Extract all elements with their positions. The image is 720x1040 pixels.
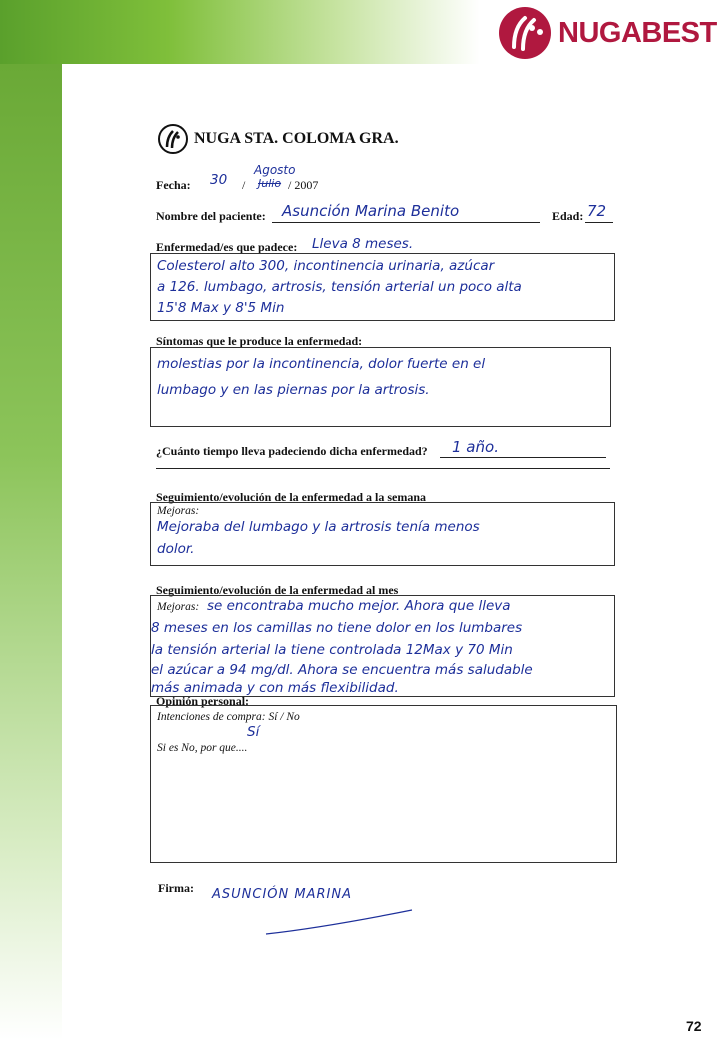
page-number: 72 [686, 1018, 702, 1034]
sintomas-line-1: molestias por la incontinencia, dolor fuerte en el [157, 356, 486, 372]
mes-line-5: más animada y con más flexibilidad. [151, 680, 399, 696]
enfermedad-line-3: 15'8 Max y 8'5 Min [157, 300, 285, 316]
enfermedad-duration: Lleva 8 meses. [312, 236, 414, 252]
tiempo-extra-line [156, 468, 610, 469]
opinion-label: Opinión personal: [156, 694, 250, 708]
edad-underline [585, 222, 613, 223]
enfermedad-label: Enfermedad/es que padece: [156, 240, 298, 254]
semana-line-1: Mejoraba del lumbago y la artrosis tenía menos [157, 519, 480, 535]
nombre-value: Asunción Marina Benito [282, 202, 460, 220]
nugabest-brand [498, 6, 717, 60]
nombre-underline [272, 222, 540, 223]
opinion-box [150, 705, 617, 863]
enfermedad-box [150, 253, 615, 321]
green-header-band [0, 0, 480, 64]
fecha-month-struck: Julio [258, 177, 282, 190]
form-logo-text: NUGA STA. COLOMA GRA. [194, 130, 399, 147]
mes-box [150, 595, 615, 697]
edad-label: Edad: [552, 209, 584, 223]
fecha-year: / 2007 [288, 178, 319, 192]
enfermedad-line-1: Colesterol alto 300, incontinencia urinaria, azúcar [157, 258, 495, 274]
mes-mejoras-label: Mejoras: [157, 601, 200, 613]
signature-flourish [262, 900, 422, 940]
nuga-logo-icon [158, 124, 188, 154]
firma-value: ASUNCIÓN MARINA [212, 887, 352, 902]
fecha-month: Agosto [254, 163, 296, 177]
green-side-band [0, 64, 62, 1040]
fecha-sep: / [242, 178, 246, 192]
fecha-label: Fecha: [156, 178, 191, 192]
semana-mejoras-label: Mejoras: [157, 505, 200, 517]
semana-label: Seguimiento/evolución de la enfermedad a la semana [156, 490, 426, 504]
enfermedad-line-2: a 126. lumbago, artrosis, tensión arterial un poco alta [157, 279, 522, 295]
firma-label: Firma: [158, 881, 194, 895]
mes-line-3: la tensión arterial la tiene controlada 12Max y 70 Min [151, 642, 513, 658]
mes-line-2: 8 meses en los camillas no tiene dolor en los lumbares [151, 620, 523, 636]
intenciones-label: Intenciones de compra: Sí / No [157, 711, 300, 723]
edad-value: 72 [587, 202, 607, 220]
brand-name: NUGABEST [558, 16, 717, 49]
nugabest-logo-icon [498, 6, 552, 60]
intenciones-answer: Sí [247, 724, 260, 740]
mes-label: Seguimiento/evolución de la enfermedad al mes [156, 583, 399, 597]
sintomas-box [150, 347, 611, 427]
semana-line-2: dolor. [157, 541, 195, 557]
si-no-label: Si es No, por que.... [157, 742, 248, 754]
fecha-day: 30 [210, 172, 228, 188]
sintomas-line-2: lumbago y en las piernas por la artrosis. [157, 382, 430, 398]
form-logo [158, 124, 399, 154]
mes-line-1: se encontraba mucho mejor. Ahora que lleva [207, 598, 511, 614]
tiempo-value: 1 año. [452, 438, 499, 456]
tiempo-label: ¿Cuánto tiempo lleva padeciendo dicha enfermedad? [156, 444, 428, 458]
nombre-label: Nombre del paciente: [156, 209, 266, 223]
semana-box [150, 502, 615, 566]
tiempo-underline [440, 457, 606, 458]
mes-line-4: el azúcar a 94 mg/dl. Ahora se encuentra más saludable [151, 662, 533, 678]
sintomas-label: Síntomas que le produce la enfermedad: [156, 334, 363, 348]
